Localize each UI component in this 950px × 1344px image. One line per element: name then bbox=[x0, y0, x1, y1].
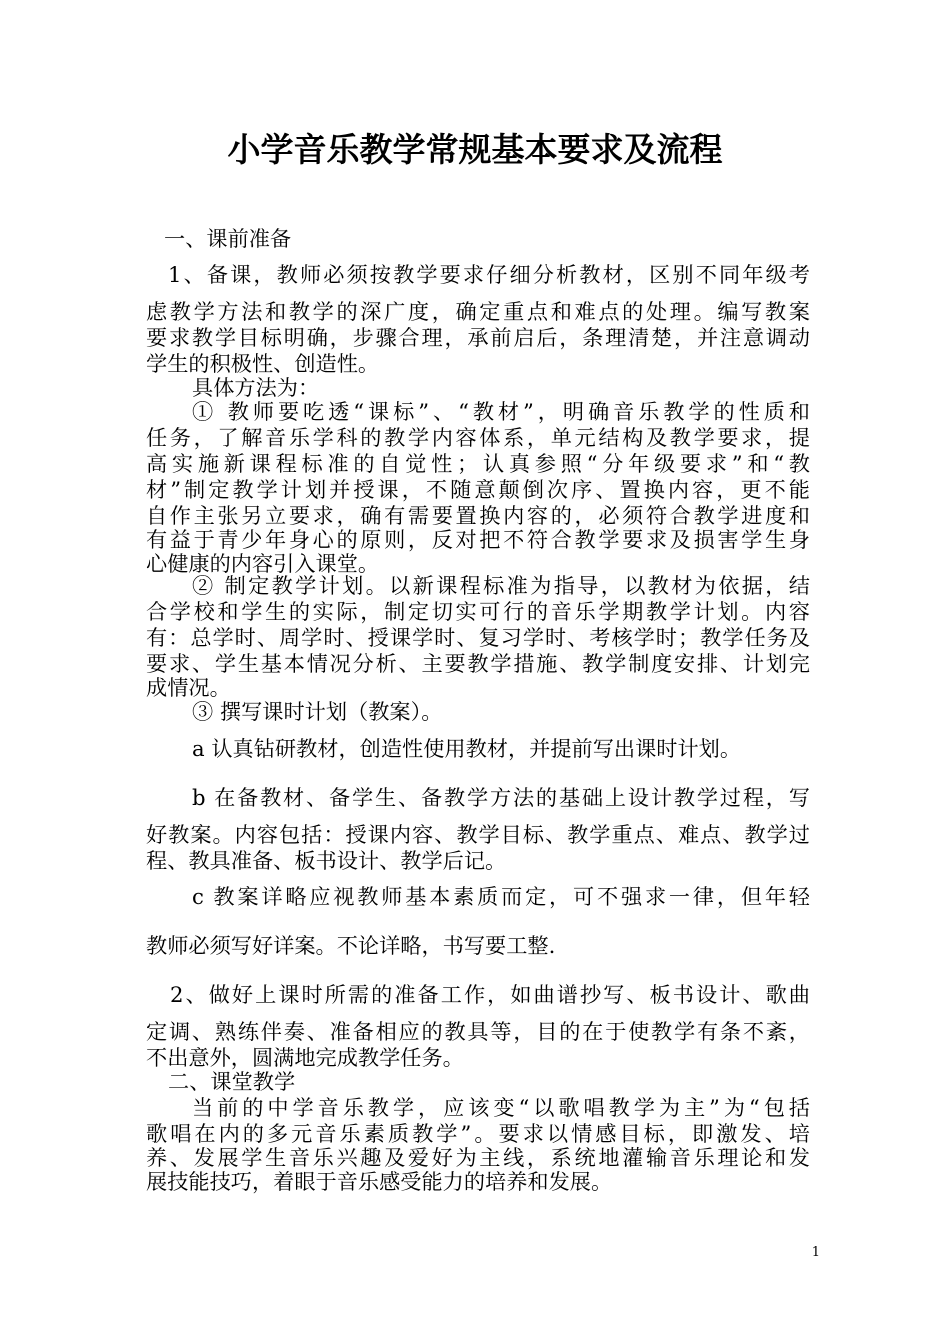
paragraph-line: 养、发展学生音乐兴趣及爱好为主线，系统地灌输音乐理论和发 bbox=[146, 1145, 810, 1170]
paragraph-line: 合学校和学生的实际，制定切实可行的音乐学期教学计划。内容 bbox=[146, 599, 810, 624]
paragraph-line: 教师必须写好详案。不论详略，书写要工整. bbox=[146, 933, 556, 958]
paragraph-line: 心健康的内容引入课堂。 bbox=[146, 551, 380, 576]
paragraph-line: 任务，了解音乐学科的教学内容体系，单元结构及教学要求，提 bbox=[146, 425, 810, 450]
paragraph-line: 自作主张另立要求，确有需要置换内容的，必须符合教学进度和 bbox=[146, 503, 810, 528]
paragraph-line: 学生的积极性、创造性。 bbox=[146, 351, 380, 376]
paragraph-line: 当前的中学音乐教学，应该变“以歌唱教学为主”为“包括 bbox=[192, 1095, 810, 1120]
list-item-line: ① 教师要吃透“课标”、“教材”，明确音乐教学的性质和 bbox=[192, 399, 810, 424]
page-number: 1 bbox=[811, 1245, 820, 1260]
paragraph-line: 程、教具准备、板书设计、教学后记。 bbox=[146, 848, 507, 873]
list-item-line: ② 制定教学计划。以新课程标准为指导，以教材为依据，结 bbox=[192, 573, 810, 598]
paragraph-line: 有：总学时、周学时、授课学时、复习学时、考核学时；教学任务及 bbox=[146, 625, 810, 650]
list-item-line: ③ 撰写课时计划（教案）。 bbox=[192, 699, 443, 724]
paragraph-line: 高实施新课程标准的自觉性；认真参照“分年级要求”和“教 bbox=[146, 451, 810, 476]
paragraph-line: 2、做好上课时所需的准备工作，如曲谱抄写、板书设计、歌曲 bbox=[170, 982, 810, 1007]
paragraph-line: 具体方法为： bbox=[192, 375, 320, 400]
paragraph-line: 定调、熟练伴奏、准备相应的教具等，目的在于使教学有条不紊， bbox=[146, 1019, 810, 1044]
paragraph-line: 歌唱在内的多元音乐素质教学”。要求以情感目标，即激发、培 bbox=[146, 1121, 810, 1146]
paragraph-line: 材”制定教学计划并授课，不随意颠倒次序、置换内容，更不能 bbox=[146, 477, 810, 502]
list-item-line: c 教案详略应视教师基本素质而定，可不强求一律，但年轻 bbox=[192, 884, 810, 909]
list-item-line: a 认真钻研教材，创造性使用教材，并提前写出课时计划。 bbox=[192, 736, 742, 761]
section-heading-pre-class: 一、课前准备 bbox=[164, 226, 292, 251]
section-heading-classroom: 二、课堂教学 bbox=[168, 1069, 296, 1094]
paragraph-line: 不出意外，圆满地完成教学任务。 bbox=[146, 1045, 464, 1070]
paragraph-line: 虑教学方法和教学的深广度，确定重点和难点的处理。编写教案 bbox=[146, 299, 810, 324]
document-title: 小学音乐教学常规基本要求及流程 bbox=[227, 130, 723, 169]
list-item-line: b 在备教材、备学生、备教学方法的基础上设计教学过程，写 bbox=[192, 785, 810, 810]
paragraph-line: 好教案。内容包括：授课内容、教学目标、教学重点、难点、教学过 bbox=[146, 822, 810, 847]
paragraph-line: 要求教学目标明确，步骤合理，承前启后，条理清楚，并注意调动 bbox=[146, 325, 810, 350]
paragraph-line: 展技能技巧，着眼于音乐感受能力的培养和发展。 bbox=[146, 1169, 613, 1194]
paragraph-line: 要求、学生基本情况分析、主要教学措施、教学制度安排、计划完 bbox=[146, 651, 810, 676]
paragraph-line: 1、备课，教师必须按教学要求仔细分析教材，区别不同年级考 bbox=[168, 262, 810, 287]
paragraph-line: 成情况。 bbox=[146, 675, 231, 700]
paragraph-line: 有益于青少年身心的原则，反对把不符合教学要求及损害学生身 bbox=[146, 527, 810, 552]
